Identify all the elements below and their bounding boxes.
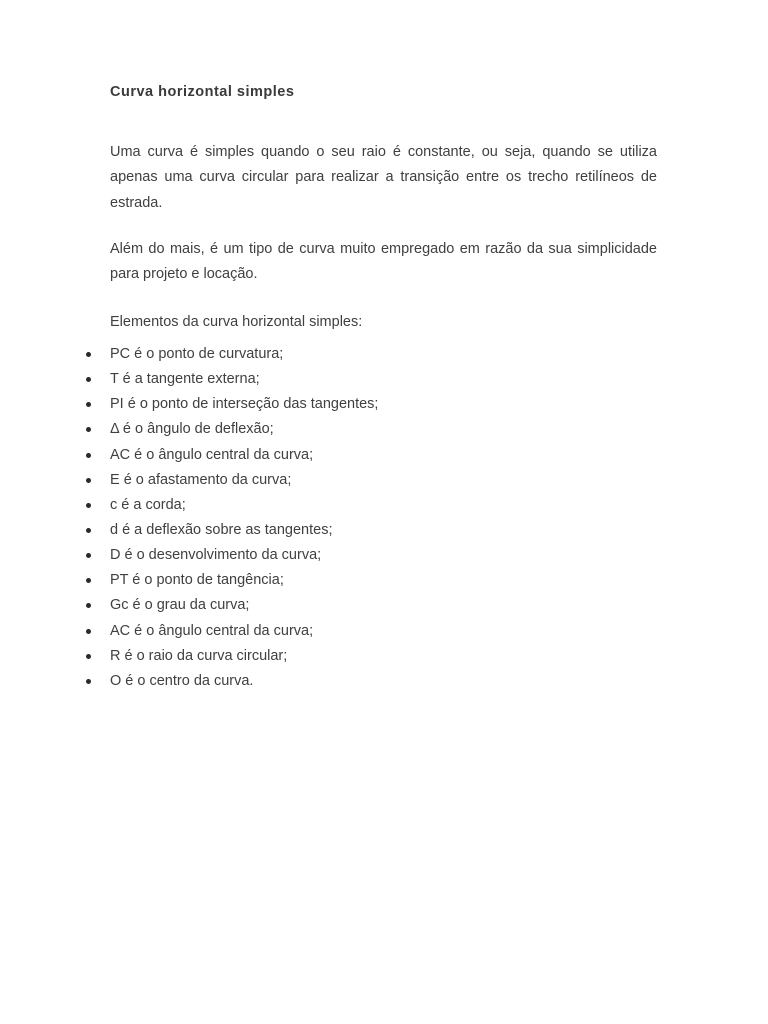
- bullet-dot-icon: [86, 503, 91, 508]
- list-item-text: d é a deflexão sobre as tangentes;: [110, 521, 333, 538]
- list-item: [0, 493, 768, 518]
- list-item-text: E é o afastamento da curva;: [110, 471, 292, 488]
- list-item-text: R é o raio da curva circular;: [110, 647, 288, 664]
- list-item-text: AC é o ângulo central da curva;: [110, 622, 314, 639]
- elements-list: [0, 342, 768, 694]
- bullet-dot-icon: [86, 553, 91, 558]
- list-item: [0, 468, 768, 493]
- bullet-dot-icon: [86, 352, 91, 357]
- page-title: Curva horizontal simples: [110, 84, 295, 100]
- elements-heading: Elementos da curva horizontal simples:: [110, 313, 363, 330]
- bullet-dot-icon: [86, 603, 91, 608]
- list-item: [0, 518, 768, 543]
- list-item: [0, 568, 768, 593]
- list-item: [0, 593, 768, 618]
- bullet-dot-icon: [86, 427, 91, 432]
- bullet-dot-icon: [86, 528, 91, 533]
- list-item: [0, 619, 768, 644]
- list-item-text: PI é o ponto de interseção das tangentes;: [110, 396, 379, 413]
- list-item-text: Δ é o ângulo de deflexão;: [110, 421, 274, 438]
- list-item: [0, 443, 768, 468]
- bullet-dot-icon: [86, 679, 91, 684]
- list-item: [0, 392, 768, 417]
- list-item-text: O é o centro da curva.: [110, 672, 254, 689]
- bullet-dot-icon: [86, 654, 91, 659]
- bullet-dot-icon: [86, 478, 91, 483]
- list-item-text: Gc é o grau da curva;: [110, 597, 250, 614]
- list-item-text: PT é o ponto de tangência;: [110, 572, 284, 589]
- bullet-dot-icon: [86, 453, 91, 458]
- list-item-text: D é o desenvolvimento da curva;: [110, 547, 322, 564]
- list-item: [0, 417, 768, 442]
- list-item: [0, 669, 768, 694]
- list-item-text: AC é o ângulo central da curva;: [110, 446, 314, 463]
- bullet-dot-icon: [86, 377, 91, 382]
- list-item: [0, 644, 768, 669]
- list-item-text: T é a tangente externa;: [110, 371, 260, 388]
- bullet-dot-icon: [86, 578, 91, 583]
- list-item-text: PC é o ponto de curvatura;: [110, 346, 284, 362]
- list-item: [0, 543, 768, 568]
- list-item: [0, 342, 768, 367]
- bullet-dot-icon: [86, 402, 91, 407]
- bullet-dot-icon: [86, 629, 91, 634]
- intro-paragraph: Uma curva é simples quando o seu raio é constante, ou seja, quando se utiliza apenas uma curva circular para realizar a transição entre os trecho retilíneos de estrada.: [110, 143, 657, 211]
- list-item: [0, 367, 768, 392]
- list-item-text: c é a corda;: [110, 496, 186, 513]
- second-paragraph: Além do mais, é um tipo de curva muito empregado em razão da sua simplicidade para projeto e locação.: [110, 240, 657, 282]
